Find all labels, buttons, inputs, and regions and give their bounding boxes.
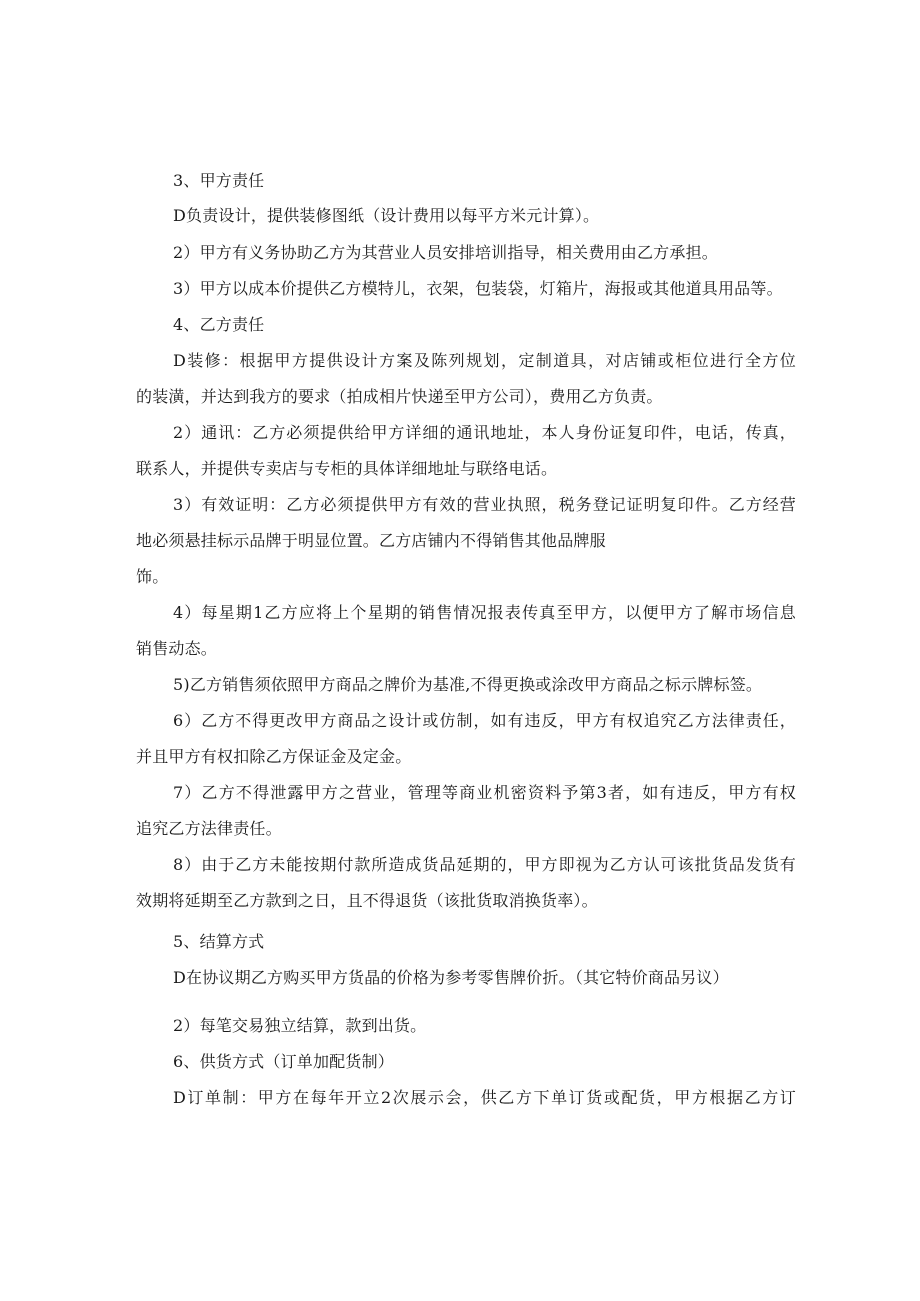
section-heading-settlement: 5、结算方式 (173, 932, 265, 951)
clause-text: 并且甲方有权扣除乙方保证金及定金。 (136, 747, 412, 766)
clause-text: 3）甲方以成本价提供乙方模特儿，衣架，包装袋，灯箱片，海报或其他道具用品等。 (173, 279, 783, 298)
clause-text: 追究乙方法律责任。 (136, 819, 282, 838)
section-heading-party-b: 4、乙方责任 (173, 315, 265, 334)
clause-text: 效期将延期至乙方款到之日，且不得退货（该批货取消换货率）。 (136, 891, 598, 910)
section-heading-supply: 6、供货方式（订单加配货制） (173, 1052, 394, 1071)
clause-text: 8）由于乙方未能按期付款所造成货品延期的，甲方即视为乙方认可该批货品发货有 (173, 855, 796, 874)
clause-text: 7）乙方不得泄露甲方之营业，管理等商业机密资料予第3者，如有违反，甲方有权 (173, 783, 796, 802)
clause-text: 联系人，并提供专卖店与专柜的具体详细地址与联络电话。 (136, 459, 558, 478)
clause-text: D订单制：甲方在每年开立2次展示会，供乙方下单订货或配货，甲方根据乙方订 (173, 1088, 796, 1107)
clause-text: D装修：根据甲方提供设计方案及陈列规划，定制道具，对店铺或柜位进行全方位 (173, 351, 796, 370)
clause-text: 2）甲方有义务协助乙方为其营业人员安排培训指导，相关费用由乙方承担。 (173, 243, 718, 262)
clause-text: 地必须悬挂标示品牌于明显位置。乙方店铺内不得销售其他品牌服 (136, 531, 606, 550)
clause-text: D负责设计，提供装修图纸（设计费用以每平方米元计算）。 (173, 206, 600, 225)
clause-text: 5)乙方销售须依照甲方商品之牌价为基准,不得更换或涂改甲方商品之标示牌标签。 (173, 675, 763, 694)
clause-text: 2）每笔交易独立结算，款到出货。 (173, 1016, 427, 1035)
clause-text: 3）有效证明：乙方必须提供甲方有效的营业执照，税务登记证明复印件。乙方经营 (173, 495, 796, 514)
clause-text: 4）每星期1乙方应将上个星期的销售情况报表传真至甲方，以便甲方了解市场信息 (173, 603, 796, 622)
clause-text: 2）通讯：乙方必须提供给甲方详细的通讯地址，本人身份证复印件，电话，传真， (173, 423, 796, 442)
clause-text: 6）乙方不得更改甲方商品之设计或仿制，如有违反，甲方有权追究乙方法律责任， (173, 711, 796, 730)
clause-text: D在协议期乙方购买甲方货晶的价格为参考零售牌价折。（其它特价商品另议） (173, 968, 729, 987)
clause-text: 的装潢，并达到我方的要求（拍成相片快递至甲方公司），费用乙方负责。 (136, 387, 663, 406)
clause-text: 饰。 (136, 567, 169, 586)
section-heading-party-a: 3、甲方责任 (173, 171, 265, 190)
clause-text: 销售动态。 (136, 639, 218, 658)
